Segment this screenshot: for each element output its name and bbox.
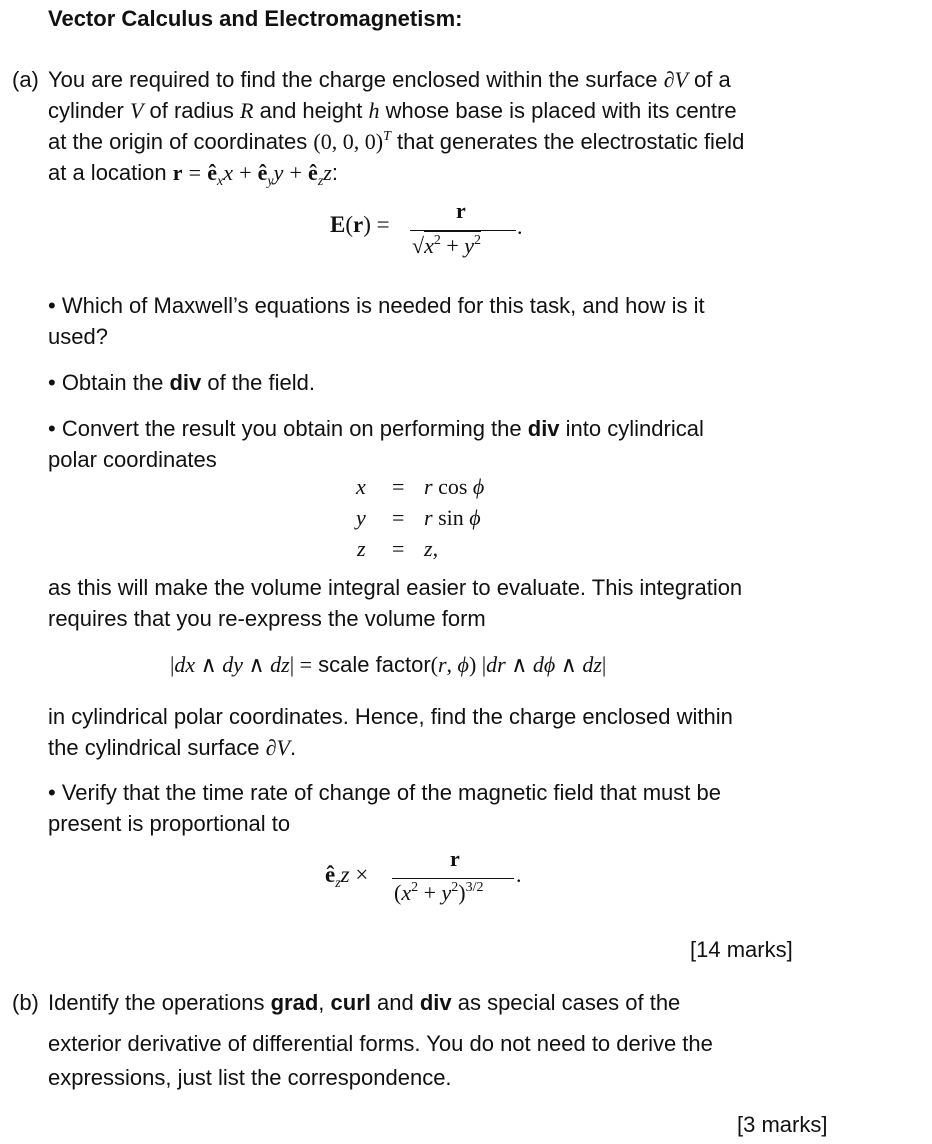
text-segment: the cylindrical surface (48, 735, 260, 760)
part-a-label: (a) (12, 67, 39, 92)
marks-part-a: [14 marks] (690, 937, 793, 962)
paragraph-integration-line-1: as this will make the volume integral easier to evaluate. This integration (48, 575, 743, 600)
part-b-line-1 (48, 987, 680, 1018)
text-segment: that generates the electrostatic field (396, 129, 745, 154)
text-segment: scale factor (318, 652, 431, 677)
text-segment: cylinder (48, 98, 124, 123)
page-title: Vector Calculus and Electromagnetism: (48, 6, 463, 31)
text-segment: as special cases of the (451, 990, 681, 1015)
equation-volume-form: |dx ∧ dy ∧ dz| = scale factor(r, ϕ) |dr ∧ dϕ ∧ dz| (170, 652, 607, 677)
text-bold: curl (330, 990, 371, 1015)
bullet-maxwell-line-2: used? (48, 324, 108, 349)
text-segment: and height (259, 98, 363, 123)
text-segment: , (318, 990, 331, 1015)
text-bold: div (419, 990, 452, 1015)
bullet-verify-line-2: present is proportional to (48, 811, 291, 836)
part-b-line-2: exterior derivative of differential forms. You do not need to derive the (48, 1031, 713, 1056)
text-segment: of a (694, 67, 731, 92)
part-a-line-1: You are required to find the charge enclosed within the surface ∂V of a (48, 67, 731, 92)
bullet-verify-line-1: • Verify that the time rate of change of the magnetic field that must be (48, 780, 721, 805)
text-segment: of radius (149, 98, 234, 123)
text-segment: of the field. (201, 370, 315, 395)
bullet-convert-line-1 (48, 413, 704, 444)
text-segment: at a location (48, 160, 167, 185)
bullet-maxwell-line-1: • Which of Maxwell’s equations is needed for this task, and how is it (48, 293, 705, 318)
text-bold: div (527, 416, 560, 441)
text-segment: You are required to find the charge enclosed within the surface (48, 67, 658, 92)
paragraph-charge-line-2: the cylindrical surface ∂V. (48, 735, 297, 760)
paragraph-charge-line-1: in cylindrical polar coordinates. Hence, find the charge enclosed within (48, 704, 733, 729)
text-segment: into cylindrical (559, 416, 704, 441)
part-b-label: (b) (12, 990, 39, 1015)
text-segment: and (370, 990, 420, 1015)
text-segment: whose base is placed with its centre (385, 98, 737, 123)
bullet-div (48, 367, 315, 398)
text-segment: • Obtain the (48, 370, 170, 395)
text-segment: at the origin of coordinates (48, 129, 308, 154)
text-segment: • Convert the result you obtain on performing the (48, 416, 528, 441)
part-a-line-4: at a location $r = ê_xx$ + $ê_yy$ + $ê_zz$: (48, 160, 338, 189)
marks-part-b: [3 marks] (737, 1112, 828, 1137)
text-segment: Identify the operations (48, 990, 271, 1015)
part-a-line-3: at the origin of coordinates (0, 0, 0)$^T$ that generates the electrostatic field (48, 129, 745, 154)
part-b-line-3: expressions, just list the correspondence. (48, 1065, 452, 1090)
part-a-line-2: cylinder V of radius R and height h whose base is placed with its centre (48, 98, 737, 123)
text-bold: div (169, 370, 202, 395)
bullet-convert-line-2: polar coordinates (48, 447, 217, 472)
text-bold: grad (270, 990, 319, 1015)
paragraph-integration-line-2: requires that you re-express the volume form (48, 606, 486, 631)
